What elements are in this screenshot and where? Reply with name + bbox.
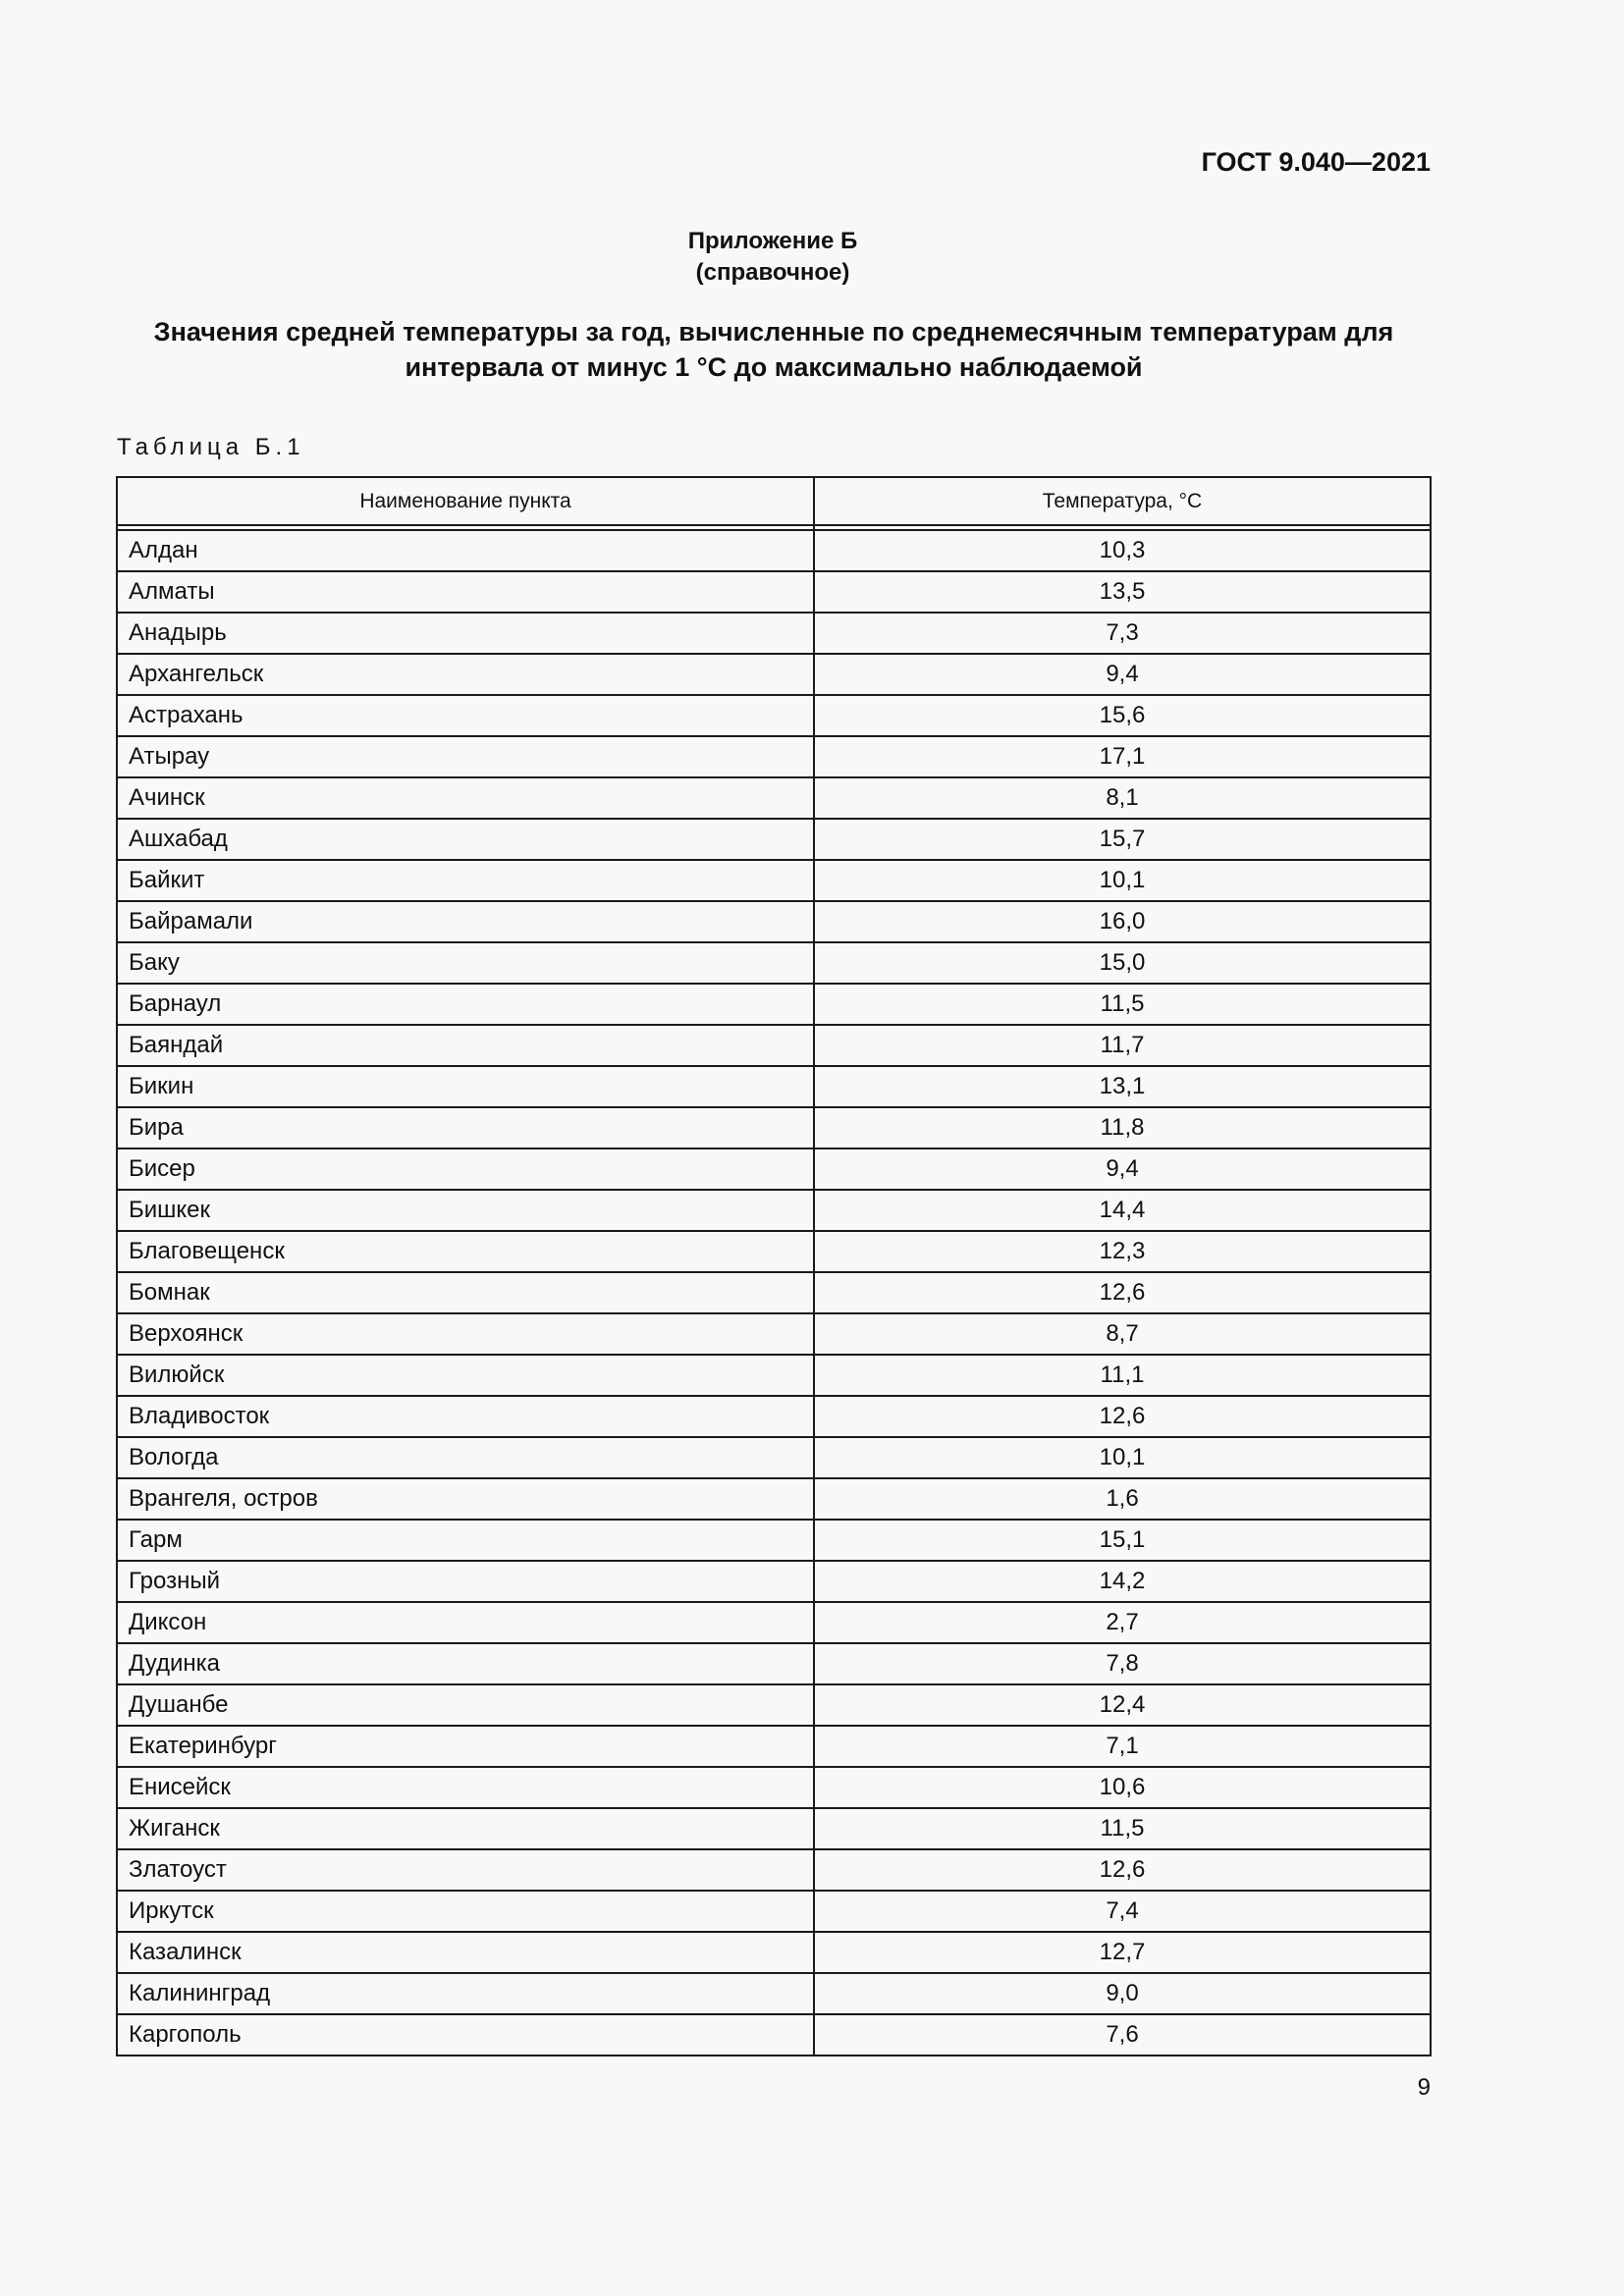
column-header-temperature: Температура, °С bbox=[1042, 489, 1203, 512]
temperature-value-cell: 14,2 bbox=[814, 1561, 1430, 1602]
location-name-cell: Байкит bbox=[118, 860, 814, 901]
location-name-cell: Диксон bbox=[118, 1602, 814, 1643]
table-row bbox=[118, 1684, 1430, 1726]
location-name-cell: Бисер bbox=[118, 1148, 814, 1190]
table-row bbox=[118, 695, 1430, 736]
table-row bbox=[118, 1561, 1430, 1602]
temperature-value-cell: 8,1 bbox=[814, 777, 1430, 819]
temperature-value-cell: 13,1 bbox=[814, 1066, 1430, 1107]
table-row bbox=[118, 1520, 1430, 1561]
location-name-cell: Баяндай bbox=[118, 1025, 814, 1066]
section-heading-line-1: Значения средней температуры за год, вычисленные по среднемесячным температурам для bbox=[153, 317, 1394, 347]
table-row bbox=[118, 1932, 1430, 1973]
temperature-value-cell: 7,6 bbox=[1106, 2021, 1139, 2048]
temperature-value-cell: 11,1 bbox=[814, 1355, 1430, 1396]
temperature-value-cell: 9,4 bbox=[814, 654, 1430, 695]
temperature-value-cell: 11,8 bbox=[814, 1107, 1430, 1148]
temperature-value-cell: 10,6 bbox=[814, 1767, 1430, 1808]
location-name-cell: Калининград bbox=[118, 1973, 814, 2014]
location-name-cell: Бикин bbox=[118, 1066, 814, 1107]
table-row bbox=[118, 1891, 1430, 1932]
table-row bbox=[118, 901, 1430, 942]
location-name-cell: Вологда bbox=[118, 1437, 814, 1478]
table-row bbox=[118, 1066, 1430, 1107]
temperature-value-cell: 15,0 bbox=[814, 942, 1430, 984]
location-name-cell: Бомнак bbox=[118, 1272, 814, 1313]
location-name-cell: Дудинка bbox=[118, 1643, 814, 1684]
table-row bbox=[118, 1396, 1430, 1437]
temperature-value-cell: 12,4 bbox=[814, 1684, 1430, 1726]
location-name-cell: Бишкек bbox=[118, 1190, 814, 1231]
table-body bbox=[118, 530, 1430, 2055]
page-number: 9 bbox=[1417, 2074, 1431, 2101]
temperature-value-cell: 11,5 bbox=[814, 984, 1430, 1025]
column-header-location: Наименование пункта bbox=[118, 478, 814, 525]
table-row bbox=[118, 654, 1430, 695]
table-row bbox=[118, 1025, 1430, 1066]
temperature-value-cell: 15,7 bbox=[814, 819, 1430, 860]
temperature-value-cell: 2,7 bbox=[814, 1602, 1430, 1643]
location-name-cell: Архангельск bbox=[118, 654, 814, 695]
table-row bbox=[118, 1148, 1430, 1190]
location-name-cell: Казалинск bbox=[118, 1932, 814, 1973]
table-label: Таблица Б.1 bbox=[117, 434, 305, 460]
temperature-value-cell: 7,8 bbox=[814, 1643, 1430, 1684]
temperature-value-cell: 11,5 bbox=[814, 1808, 1430, 1849]
location-name-cell: Владивосток bbox=[118, 1396, 814, 1437]
location-name-cell: Грозный bbox=[118, 1561, 814, 1602]
table-row bbox=[118, 1478, 1430, 1520]
appendix-subtitle: (справочное) bbox=[695, 259, 850, 286]
temperature-value-cell: 10,1 bbox=[814, 860, 1430, 901]
appendix-title-block bbox=[0, 226, 1545, 289]
temperature-value-cell: 12,7 bbox=[814, 1932, 1430, 1973]
table-row bbox=[118, 1437, 1430, 1478]
temperature-value-cell: 17,1 bbox=[814, 736, 1430, 777]
location-name-cell: Бира bbox=[118, 1107, 814, 1148]
table-row bbox=[118, 1313, 1430, 1355]
appendix-title: Приложение Б bbox=[687, 228, 858, 254]
table-row bbox=[118, 942, 1430, 984]
temperature-value-cell: 12,6 bbox=[814, 1272, 1430, 1313]
location-name-cell: Байрамали bbox=[118, 901, 814, 942]
location-name-cell: Атырау bbox=[118, 736, 814, 777]
location-name-cell: Благовещенск bbox=[118, 1231, 814, 1272]
table-row bbox=[118, 1973, 1430, 2014]
table-row bbox=[118, 1272, 1430, 1313]
table-header-row bbox=[118, 478, 1430, 525]
temperature-value-cell: 10,3 bbox=[814, 530, 1430, 571]
table-row bbox=[118, 1355, 1430, 1396]
temperature-value-cell: 11,7 bbox=[814, 1025, 1430, 1066]
location-name-cell: Енисейск bbox=[118, 1767, 814, 1808]
temperature-value-cell: 15,6 bbox=[814, 695, 1430, 736]
temperature-value-cell: 16,0 bbox=[814, 901, 1430, 942]
location-name-cell: Душанбе bbox=[118, 1684, 814, 1726]
temperature-value-cell: 12,6 bbox=[814, 1396, 1430, 1437]
table-row bbox=[118, 819, 1430, 860]
table-row bbox=[118, 736, 1430, 777]
location-name-cell: Баку bbox=[118, 942, 814, 984]
table-row bbox=[118, 1767, 1430, 1808]
location-name-cell: Анадырь bbox=[118, 613, 814, 654]
table-row bbox=[118, 571, 1430, 613]
temperature-value-cell: 15,1 bbox=[814, 1520, 1430, 1561]
temperature-value-cell: 10,1 bbox=[814, 1437, 1430, 1478]
section-heading-line-2: интервала от минус 1 °С до максимально наблюдаемой bbox=[405, 352, 1143, 382]
table-row bbox=[118, 1602, 1430, 1643]
location-name-cell: Златоуст bbox=[118, 1849, 814, 1891]
table-row bbox=[118, 1107, 1430, 1148]
temperature-value-cell: 1,6 bbox=[814, 1478, 1430, 1520]
table-row bbox=[118, 2014, 1430, 2055]
table-row bbox=[118, 1643, 1430, 1684]
table-row bbox=[118, 1808, 1430, 1849]
location-name-cell: Иркутск bbox=[118, 1891, 814, 1932]
table-row bbox=[118, 1726, 1430, 1767]
location-name-cell: Алдан bbox=[118, 530, 814, 571]
temperature-value-cell: 12,6 bbox=[814, 1849, 1430, 1891]
temperature-value-cell: 13,5 bbox=[814, 571, 1430, 613]
table-row bbox=[118, 530, 1430, 571]
table-row bbox=[118, 1849, 1430, 1891]
location-name-cell: Гарм bbox=[118, 1520, 814, 1561]
location-name-cell: Каргополь bbox=[118, 2014, 814, 2055]
temperature-value-cell: 9,0 bbox=[814, 1973, 1430, 2014]
temperature-value-cell: 8,7 bbox=[814, 1313, 1430, 1355]
location-name-cell: Жиганск bbox=[118, 1808, 814, 1849]
temperature-value-cell: 9,4 bbox=[814, 1148, 1430, 1190]
table-row bbox=[118, 984, 1430, 1025]
location-name-cell: Ачинск bbox=[118, 777, 814, 819]
table-row bbox=[118, 613, 1430, 654]
document-code: ГОСТ 9.040—2021 bbox=[1201, 147, 1431, 177]
table-row bbox=[118, 860, 1430, 901]
table-row bbox=[118, 1231, 1430, 1272]
temperature-value-cell: 12,3 bbox=[814, 1231, 1430, 1272]
temperature-table bbox=[116, 476, 1432, 2056]
location-name-cell: Астрахань bbox=[118, 695, 814, 736]
location-name-cell: Ашхабад bbox=[118, 819, 814, 860]
location-name-cell: Верхоянск bbox=[118, 1313, 814, 1355]
section-heading bbox=[116, 314, 1432, 385]
location-name-cell: Алматы bbox=[118, 571, 814, 613]
temperature-value-cell: 7,1 bbox=[814, 1726, 1430, 1767]
location-name-cell: Барнаул bbox=[118, 984, 814, 1025]
temperature-value-cell: 7,4 bbox=[814, 1891, 1430, 1932]
table-row bbox=[118, 1190, 1430, 1231]
location-name-cell: Врангеля, остров bbox=[118, 1478, 814, 1520]
temperature-value-cell: 7,3 bbox=[814, 613, 1430, 654]
table-row bbox=[118, 777, 1430, 819]
location-name-cell: Екатеринбург bbox=[118, 1726, 814, 1767]
temperature-value-cell: 14,4 bbox=[814, 1190, 1430, 1231]
location-name-cell: Вилюйск bbox=[118, 1355, 814, 1396]
